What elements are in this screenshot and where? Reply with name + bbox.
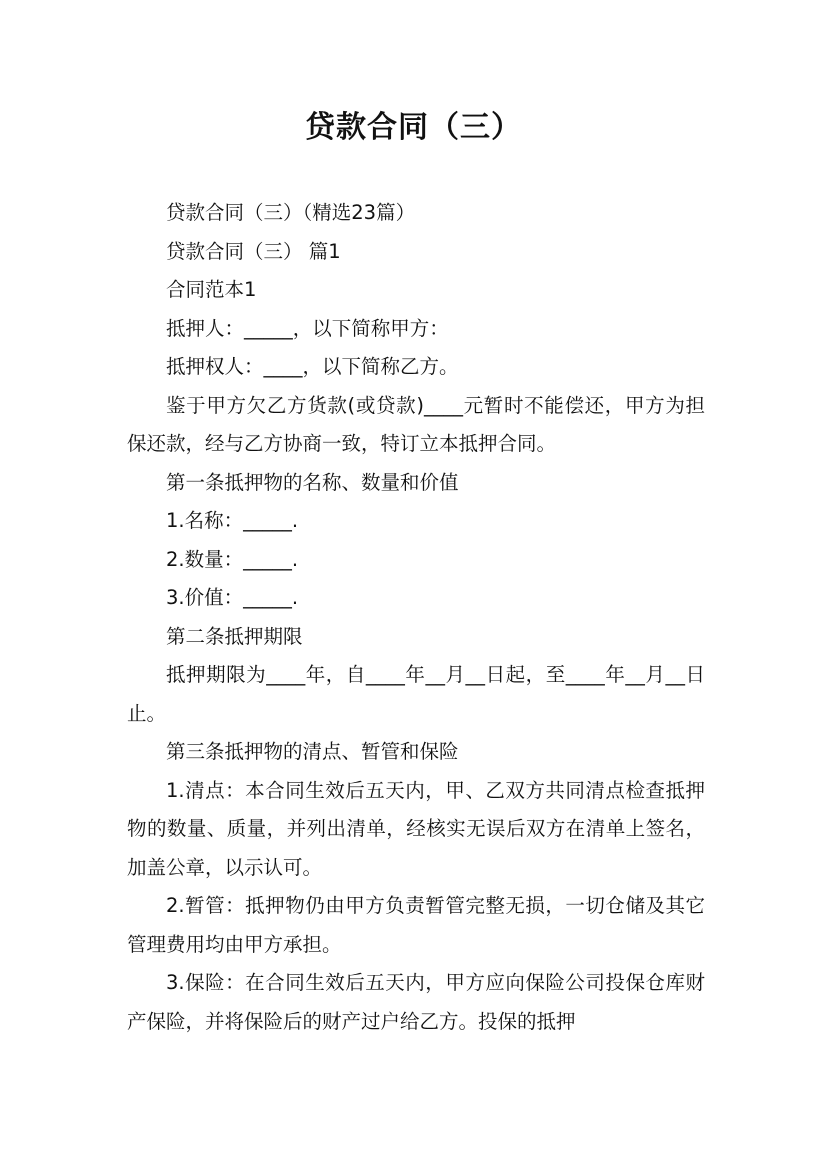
document-body xyxy=(127,194,705,1041)
paragraph: 3.价值：_____. xyxy=(166,586,299,609)
paragraph: 第三条抵押物的清点、暂管和保险 xyxy=(166,740,459,763)
paragraph: 抵押人：_____，以下简称甲方： xyxy=(166,316,449,340)
paragraph: 鉴于甲方欠乙方货款(或贷款)____元暂时不能偿还，甲方为担保还款，经与乙方协商一致，特订立本抵押合同。 xyxy=(127,393,705,455)
paragraph: 3.保险：在合同生效后五天内，甲方应向保险公司投保仓库财产保险，并将保险后的财产过户给乙方。投保的抵押 xyxy=(127,971,705,1033)
paragraph: 1.清点：本合同生效后五天内，甲、乙双方共同清点检查抵押物的数量、质量，并列出清单，经核实无误后双方在清单上签名，加盖公章，以示认可。 xyxy=(127,778,705,879)
paragraph: 贷款合同（三）（精选23篇） xyxy=(166,201,416,224)
paragraph: 贷款合同（三） 篇1 xyxy=(166,239,341,263)
paragraph: 1.名称：_____. xyxy=(166,509,299,532)
paragraph: 合同范本1 xyxy=(166,278,257,301)
document-title: 贷款合同（三） xyxy=(305,110,522,145)
paragraph: 2.数量：_____. xyxy=(166,547,299,571)
paragraph: 抵押期限为____年，自____年__月__日起，至____年__月__日止。 xyxy=(127,663,705,725)
paragraph: 抵押权人：____，以下简称乙方。 xyxy=(166,355,459,378)
paragraph: 第一条抵押物的名称、数量和价值 xyxy=(166,470,459,494)
paragraph: 第二条抵押期限 xyxy=(166,624,303,648)
paragraph: 2.暂管：抵押物仍由甲方负责暂管完整无损，一切仓储及其它管理费用均由甲方承担。 xyxy=(127,894,705,956)
